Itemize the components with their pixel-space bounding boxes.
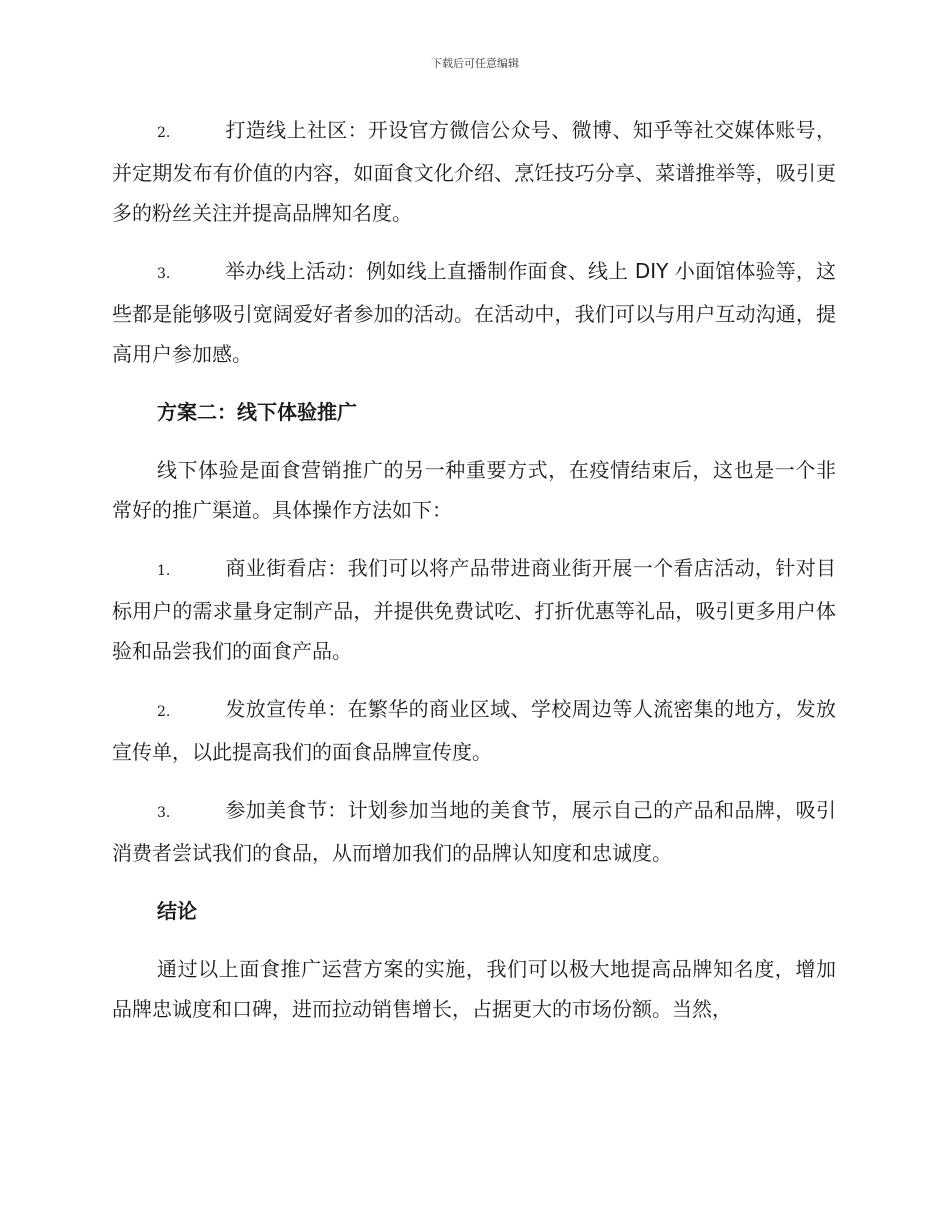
list-text: 参加美食节：计划参加当地的美食节，展示自己的产品和品牌，吸引消费者尝试我们的食品，从而增加我们的品牌认知度和忠诚度。 bbox=[112, 798, 836, 865]
document-body bbox=[112, 110, 836, 1047]
list-number: 2. bbox=[157, 125, 171, 141]
list-item bbox=[112, 251, 836, 374]
page-header: 下载后可任意编辑 bbox=[431, 57, 519, 70]
list-text: 发放宣传单：在繁华的商业区域、学校周边等人流密集的地方，发放宣传单，以此提高我们的面食品牌宣传度。 bbox=[112, 697, 836, 764]
list-item bbox=[112, 790, 836, 873]
list-number: 2. bbox=[157, 704, 171, 720]
list-text: 商业街看店：我们可以将产品带进商业街开展一个看店活动，针对目标用户的需求量身定制产品，并提供免费试吃、打折优惠等礼品，吸引更多用户体验和品尝我们的面食产品。 bbox=[112, 556, 836, 663]
conclusion-text: 通过以上面食推广运营方案的实施，我们可以极大地提高品牌知名度，增加品牌忠诚度和口碑，进而拉动销售增长，占据更大的市场份额。当然， bbox=[112, 957, 836, 1021]
list-number: 1. bbox=[157, 563, 171, 579]
list-item bbox=[112, 689, 836, 772]
list-item bbox=[112, 110, 836, 233]
list-text: 打造线上社区：开设官方微信公众号、微博、知乎等社交媒体账号，并定期发布有价值的内容，如面食文化介绍、烹饪技巧分享、菜谱推举等，吸引更多的粉丝关注并提高品牌知名度。 bbox=[112, 118, 836, 225]
list-number: 3. bbox=[157, 266, 171, 282]
list-number: 3. bbox=[157, 805, 171, 821]
section-heading: 方案二：线下体验推广 bbox=[157, 400, 357, 424]
list-text: 举办线上活动：例如线上直播制作面食、线上 DIY 小面馆体验等，这些都是能够吸引宽阔爱好者参加的活动。在活动中，我们可以与用户互动沟通，提高用户参加感。 bbox=[112, 259, 836, 366]
list-item bbox=[112, 548, 836, 671]
section-intro: 线下体验是面食营销推广的另一种重要方式，在疫情结束后，这也是一个非常好的推广渠道。具体操作方法如下： bbox=[112, 458, 836, 522]
conclusion-heading: 结论 bbox=[157, 899, 197, 923]
